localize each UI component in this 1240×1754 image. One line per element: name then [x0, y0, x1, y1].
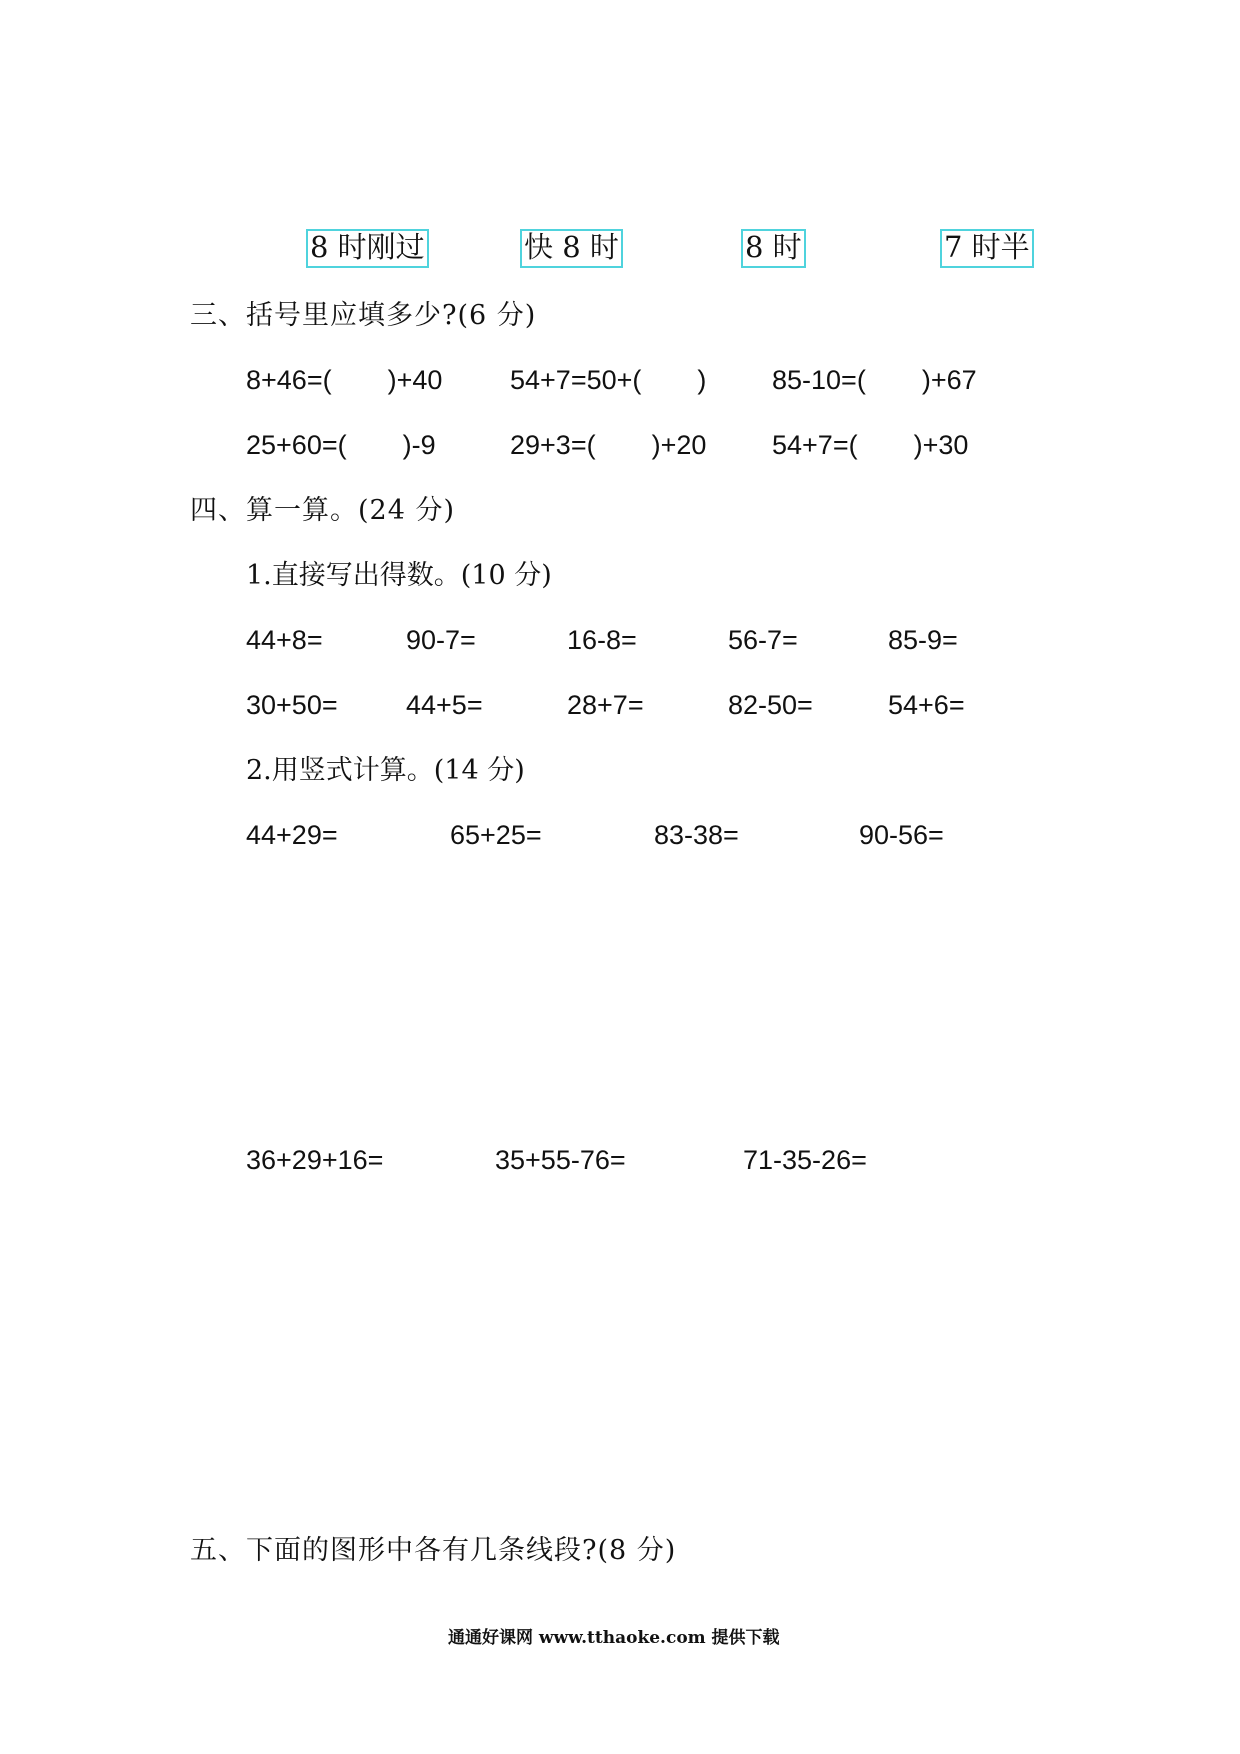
vertical-calc-4: 90-56= [859, 820, 944, 850]
vertical-calc-3: 83-38= [654, 820, 739, 850]
vertical-calc-1: 44+29= [246, 820, 338, 850]
mental-calc-2: 90-7= [406, 625, 476, 655]
time-option-label-2: 快 8 时 [524, 230, 619, 264]
time-option-box-2 [520, 229, 623, 268]
mental-calc-5: 85-9= [888, 625, 958, 655]
mental-calc-4: 56-7= [728, 625, 798, 655]
time-option-label-1: 8 时刚过 [310, 230, 425, 264]
fill-blank-4: 25+60=( )-9 [246, 430, 436, 460]
mental-calc-3: 16-8= [567, 625, 637, 655]
mental-calc-8: 28+7= [567, 690, 644, 720]
footer-watermark[interactable]: 通通好课网 www.tthaoke.com 提供下载 [448, 1628, 780, 1648]
vertical-calc-2: 65+25= [450, 820, 542, 850]
fill-blank-3: 85-10=( )+67 [772, 365, 977, 395]
mental-calc-10: 54+6= [888, 690, 965, 720]
time-option-label-3: 8 时 [745, 230, 802, 264]
time-option-box-4 [940, 229, 1034, 268]
time-option-box-1 [306, 229, 429, 268]
section4-heading: 四、算一算。(24 分) [190, 495, 456, 526]
mental-calc-9: 82-50= [728, 690, 813, 720]
section5-heading: 五、下面的图形中各有几条线段?(8 分) [190, 1535, 677, 1566]
fill-blank-6: 54+7=( )+30 [772, 430, 969, 460]
mental-calc-1: 44+8= [246, 625, 323, 655]
mental-calc-7: 44+5= [406, 690, 483, 720]
section3-heading: 三、括号里应填多少?(6 分) [190, 300, 537, 331]
fill-blank-1: 8+46=( )+40 [246, 365, 443, 395]
vertical-calc-6: 35+55-76= [495, 1145, 626, 1175]
time-option-box-3 [741, 229, 806, 268]
section4-part1-heading: 1.直接写出得数。(10 分) [246, 560, 552, 591]
fill-blank-5: 29+3=( )+20 [510, 430, 707, 460]
mental-calc-6: 30+50= [246, 690, 338, 720]
vertical-calc-7: 71-35-26= [743, 1145, 867, 1175]
time-option-label-4: 7 时半 [944, 230, 1030, 264]
vertical-calc-5: 36+29+16= [246, 1145, 384, 1175]
fill-blank-2: 54+7=50+( ) [510, 365, 707, 395]
section4-part2-heading: 2.用竖式计算。(14 分) [246, 755, 525, 786]
